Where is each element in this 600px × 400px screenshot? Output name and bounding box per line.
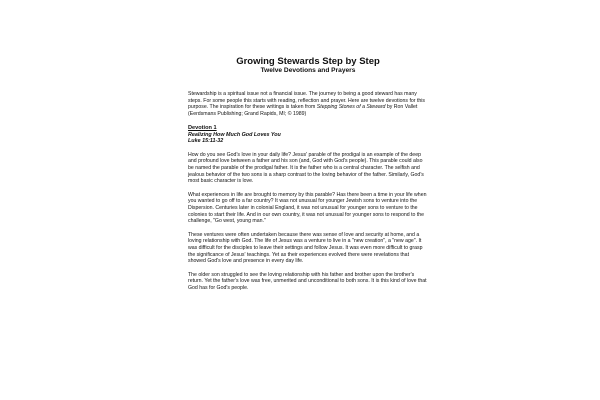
devotion-heading xyxy=(188,125,428,144)
devotion-number: Devotion 1 xyxy=(188,125,217,132)
intro-text-start: Stewardship is a spiritual issue not a financial issue. The journey to being a good steward has many steps. For some people this starts with reading, reflection and prayer. Here are twelve devotions for this purpose. The inspiration for these writings is taken from xyxy=(188,91,426,111)
devotion-paragraph: The older son struggled to see the loving relationship with his father and brother upon the brother's return. Yet the father's love was free, unmerited and unconditional to both sons. It is this kind of love that God has for God's people. xyxy=(188,271,427,291)
book-title: Stepping Stones of a Steward xyxy=(316,104,386,111)
intro-paragraph xyxy=(188,91,428,117)
devotion-paragraph: What experiences in life are brought to memory by this parable? Has there been a time in your life when you wanted to go off to a far country? It was not unusual for younger Jewish sons to venture into the Dispersion. Centuries later in colonial England, it was not unusual for younger sons to venture to the colonies to start their life. And in our own country, it was not unusual for younger sons to respond to the challenge, "Go west, young man." xyxy=(188,191,427,225)
document-page xyxy=(188,56,428,298)
devotion-subtitle: Realizing How Much God Loves You xyxy=(188,131,281,138)
devotion-paragraph: These ventures were often undertaken because there was sense of love and security at home, and a loving relationship with God. The life of Jesus was a venture to live in a "new creation", a "new age". It was difficult for the disciples to leave their settings and follow Jesus. It was even more difficult to grasp the significance of Jesus' teachings. Yet as their experiences evolved there were revelations that showed God's love and presence in every day life. xyxy=(188,231,423,265)
document-subtitle: Twelve Devotions and Prayers xyxy=(260,67,356,74)
devotion-paragraph: How do you see God's love in your daily life? Jesus' parable of the prodigal is an example of the deep and profound love between a father and his son (and, God with God's people). This parable could also be named the parable of the prodigal father. It is the father who is a central character. The selfish and jealous behavior of the two sons is a sharp contrast to the loving behavior of the father. Similarly, God's most basic character is love. xyxy=(188,151,424,185)
intro-text-end: by Ron Vallet (Eerdsmans Publishing; Grand Rapids, MI; © 1989) xyxy=(188,104,418,117)
scripture-reference: Luke 15:11-32 xyxy=(188,138,224,145)
document-title: Growing Stewards Step by Step xyxy=(236,56,380,67)
